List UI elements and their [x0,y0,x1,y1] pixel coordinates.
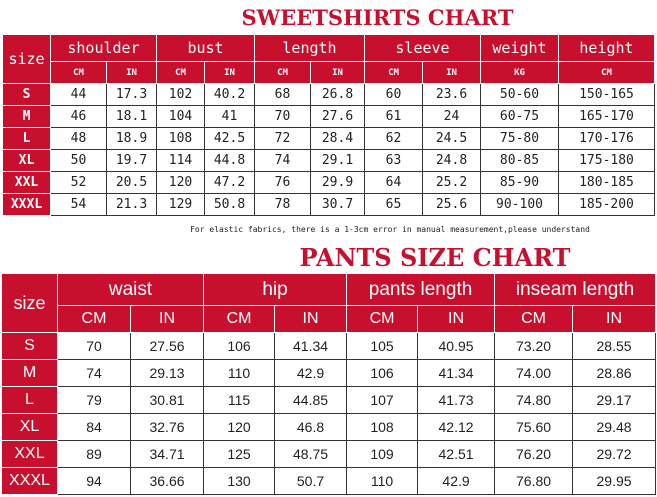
table-cell: 26.8 [311,84,365,106]
table-cell: 120 [204,414,275,441]
table-cell: 62 [365,128,423,150]
length-header: length [255,35,365,62]
unit-header: CM [559,62,655,84]
size-label-cell: XXXL [2,468,58,495]
table-cell: 114 [157,150,205,172]
table-cell: 70 [58,333,131,360]
table-row [3,84,655,106]
table-cell: 84 [58,414,131,441]
table-cell: 74.80 [495,387,573,414]
table-row [3,150,655,172]
table-cell: 24.8 [423,150,481,172]
table-cell: 27.6 [311,106,365,128]
table-cell: 89 [58,441,131,468]
table-cell: 41 [205,106,255,128]
size-label-cell: M [3,106,51,128]
table-cell: 47.2 [205,172,255,194]
unit-header: IN [418,306,495,333]
table-cell: 70 [255,106,311,128]
table-cell: 41.34 [275,333,347,360]
table-cell: 75.60 [495,414,573,441]
table-cell: 110 [204,360,275,387]
table-cell: 76.20 [495,441,573,468]
table-cell: 21.3 [107,194,157,216]
unit-header: CM [157,62,205,84]
table-cell: 105 [347,333,418,360]
size-label-cell: S [3,84,51,106]
table-cell: 42.12 [418,414,495,441]
table-cell: 50.8 [205,194,255,216]
table-cell: 52 [51,172,107,194]
unit-header: CM [495,306,573,333]
table-cell: 29.17 [573,387,656,414]
table-cell: 28.4 [311,128,365,150]
table-cell: 40.2 [205,84,255,106]
table-row [2,468,656,495]
table-cell: 108 [157,128,205,150]
table-cell: 76 [255,172,311,194]
unit-header: CM [365,62,423,84]
table-cell: 50 [51,150,107,172]
weight-header: weight [481,35,559,62]
table-row [3,128,655,150]
table-cell: 72 [255,128,311,150]
table-cell: 94 [58,468,131,495]
table-cell: 102 [157,84,205,106]
size-label-cell: XXXL [3,194,51,216]
table-cell: 29.48 [573,414,656,441]
table-cell: 34.71 [131,441,204,468]
size-label-cell: L [2,387,58,414]
pants-size-table [1,273,656,495]
table-cell: 42.51 [418,441,495,468]
size-label-cell: XXL [2,441,58,468]
table-cell: 23.6 [423,84,481,106]
table-cell: 61 [365,106,423,128]
table-cell: 74 [58,360,131,387]
table-cell: 24.5 [423,128,481,150]
table-cell: 41.73 [418,387,495,414]
table-cell: 80-85 [481,150,559,172]
table-cell: 20.5 [107,172,157,194]
unit-header: IN [275,306,347,333]
table-cell: 54 [51,194,107,216]
unit-header: CM [204,306,275,333]
size-label-cell: L [3,128,51,150]
table-cell: 180-185 [559,172,655,194]
table-row [3,106,655,128]
table-cell: 28.55 [573,333,656,360]
table-cell: 29.13 [131,360,204,387]
height-header: height [559,35,655,62]
inseam-length-header: inseam length [495,274,656,306]
table-cell: 170-176 [559,128,655,150]
table-cell: 32.76 [131,414,204,441]
table-row [2,360,656,387]
table-row [2,441,656,468]
table-cell: 125 [204,441,275,468]
table-cell: 27.56 [131,333,204,360]
size-label-cell: XL [3,150,51,172]
pants-length-header: pants length [347,274,495,306]
unit-header: KG [481,62,559,84]
table-cell: 74 [255,150,311,172]
table-cell: 73.20 [495,333,573,360]
unit-header: CM [347,306,418,333]
table-cell: 19.7 [107,150,157,172]
table-cell: 46.8 [275,414,347,441]
table-cell: 129 [157,194,205,216]
unit-header: IN [205,62,255,84]
table-cell: 50-60 [481,84,559,106]
table-cell: 29.95 [573,468,656,495]
table-cell: 25.6 [423,194,481,216]
table-cell: 120 [157,172,205,194]
unit-header: CM [58,306,131,333]
table-cell: 108 [347,414,418,441]
table-row [2,387,656,414]
unit-header: IN [107,62,157,84]
table-cell: 44 [51,84,107,106]
table-cell: 28.86 [573,360,656,387]
size-label-cell: S [2,333,58,360]
table-cell: 48.75 [275,441,347,468]
table-cell: 36.66 [131,468,204,495]
table-cell: 185-200 [559,194,655,216]
table-cell: 106 [204,333,275,360]
size-label-cell: XL [2,414,58,441]
table-cell: 42.5 [205,128,255,150]
sleeve-header: sleeve [365,35,481,62]
table-cell: 29.9 [311,172,365,194]
table-cell: 175-180 [559,150,655,172]
table-cell: 64 [365,172,423,194]
table-cell: 63 [365,150,423,172]
unit-header: CM [255,62,311,84]
measurement-note: For elastic fabrics, there is a 1-3cm error in manual measurement,please understand [190,225,590,234]
bust-header: bust [157,35,255,62]
sweatshirts-chart-title: SWEETSHIRTS CHART [241,5,514,30]
table-cell: 44.8 [205,150,255,172]
table-cell: 44.85 [275,387,347,414]
table-cell: 65 [365,194,423,216]
unit-header: IN [423,62,481,84]
table-cell: 90-100 [481,194,559,216]
table-cell: 85-90 [481,172,559,194]
pants-chart-title: PANTS SIZE CHART [299,243,571,272]
table-cell: 30.7 [311,194,365,216]
table-row [3,172,655,194]
table-cell: 40.95 [418,333,495,360]
table-row [3,194,655,216]
sweatshirts-size-table [2,34,655,216]
shoulder-header: shoulder [51,35,157,62]
table-cell: 48 [51,128,107,150]
table-cell: 29.72 [573,441,656,468]
table-cell: 75-80 [481,128,559,150]
table-cell: 107 [347,387,418,414]
table-cell: 30.81 [131,387,204,414]
table-cell: 74.00 [495,360,573,387]
table-cell: 18.1 [107,106,157,128]
unit-header: IN [131,306,204,333]
table-cell: 17.3 [107,84,157,106]
table-cell: 41.34 [418,360,495,387]
table-cell: 110 [347,468,418,495]
table-cell: 24 [423,106,481,128]
table-cell: 104 [157,106,205,128]
table-cell: 42.9 [275,360,347,387]
table-cell: 60-75 [481,106,559,128]
table-cell: 109 [347,441,418,468]
unit-header: IN [573,306,656,333]
table-cell: 115 [204,387,275,414]
table-row [2,333,656,360]
table-cell: 29.1 [311,150,365,172]
table-cell: 18.9 [107,128,157,150]
table-cell: 46 [51,106,107,128]
table-cell: 165-170 [559,106,655,128]
table-cell: 76.80 [495,468,573,495]
table-cell: 25.2 [423,172,481,194]
unit-header: CM [51,62,107,84]
table-cell: 150-165 [559,84,655,106]
table-cell: 106 [347,360,418,387]
table-cell: 42.9 [418,468,495,495]
size-label-cell: M [2,360,58,387]
table-cell: 60 [365,84,423,106]
size-header: size [3,35,51,84]
table-cell: 79 [58,387,131,414]
table-cell: 78 [255,194,311,216]
table-cell: 50.7 [275,468,347,495]
size-header: size [2,274,58,333]
hip-header: hip [204,274,347,306]
table-cell: 130 [204,468,275,495]
table-cell: 68 [255,84,311,106]
size-label-cell: XXL [3,172,51,194]
waist-header: waist [58,274,204,306]
table-row [2,414,656,441]
unit-header: IN [311,62,365,84]
